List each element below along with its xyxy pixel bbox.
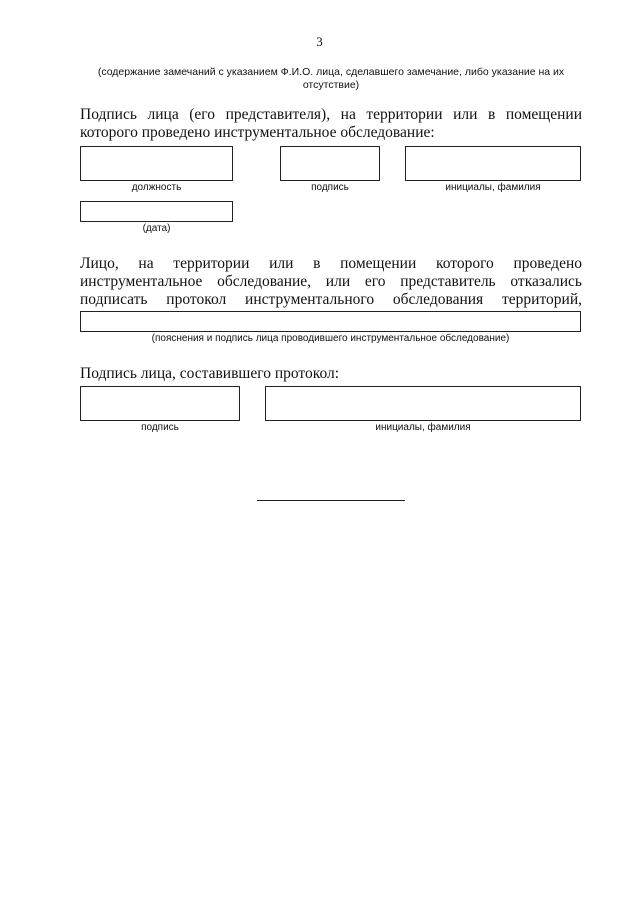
date-label: (дата) xyxy=(142,223,171,234)
date-field[interactable] xyxy=(80,201,233,222)
position-label: должность xyxy=(131,182,182,193)
page-number: 3 xyxy=(316,34,323,49)
compiler-signature-label: подпись xyxy=(141,422,179,433)
explanation-field[interactable] xyxy=(80,311,581,332)
compiler-signature-field[interactable] xyxy=(80,386,240,421)
initials-label: инициалы, фамилия xyxy=(445,182,541,193)
compiler-heading: Подпись лица, составившего протокол: xyxy=(80,365,340,382)
remarks-caption: (содержание замечаний с указанием Ф.И.О. лица, сделавшего замечание, либо указание на их отсутствие) xyxy=(97,66,565,91)
compiler-initials-field[interactable] xyxy=(265,386,581,421)
end-divider xyxy=(257,500,405,501)
representative-heading: Подпись лица (его представителя), на территории или в помещении которого проведено инструментальное обследование: xyxy=(80,106,582,141)
explanation-label: (пояснения и подпись лица проводившего инструментальное обследование) xyxy=(151,333,510,344)
position-field[interactable] xyxy=(80,146,233,181)
initials-field[interactable] xyxy=(405,146,581,181)
signature-field[interactable] xyxy=(280,146,380,181)
compiler-initials-label: инициалы, фамилия xyxy=(375,422,471,433)
refusal-heading: Лицо, на территории или в помещении которого проведено инструментальное обследование, или его представитель отказались подписать протокол инструментального обследования территорий, xyxy=(80,255,582,308)
signature-label: подпись xyxy=(311,182,349,193)
